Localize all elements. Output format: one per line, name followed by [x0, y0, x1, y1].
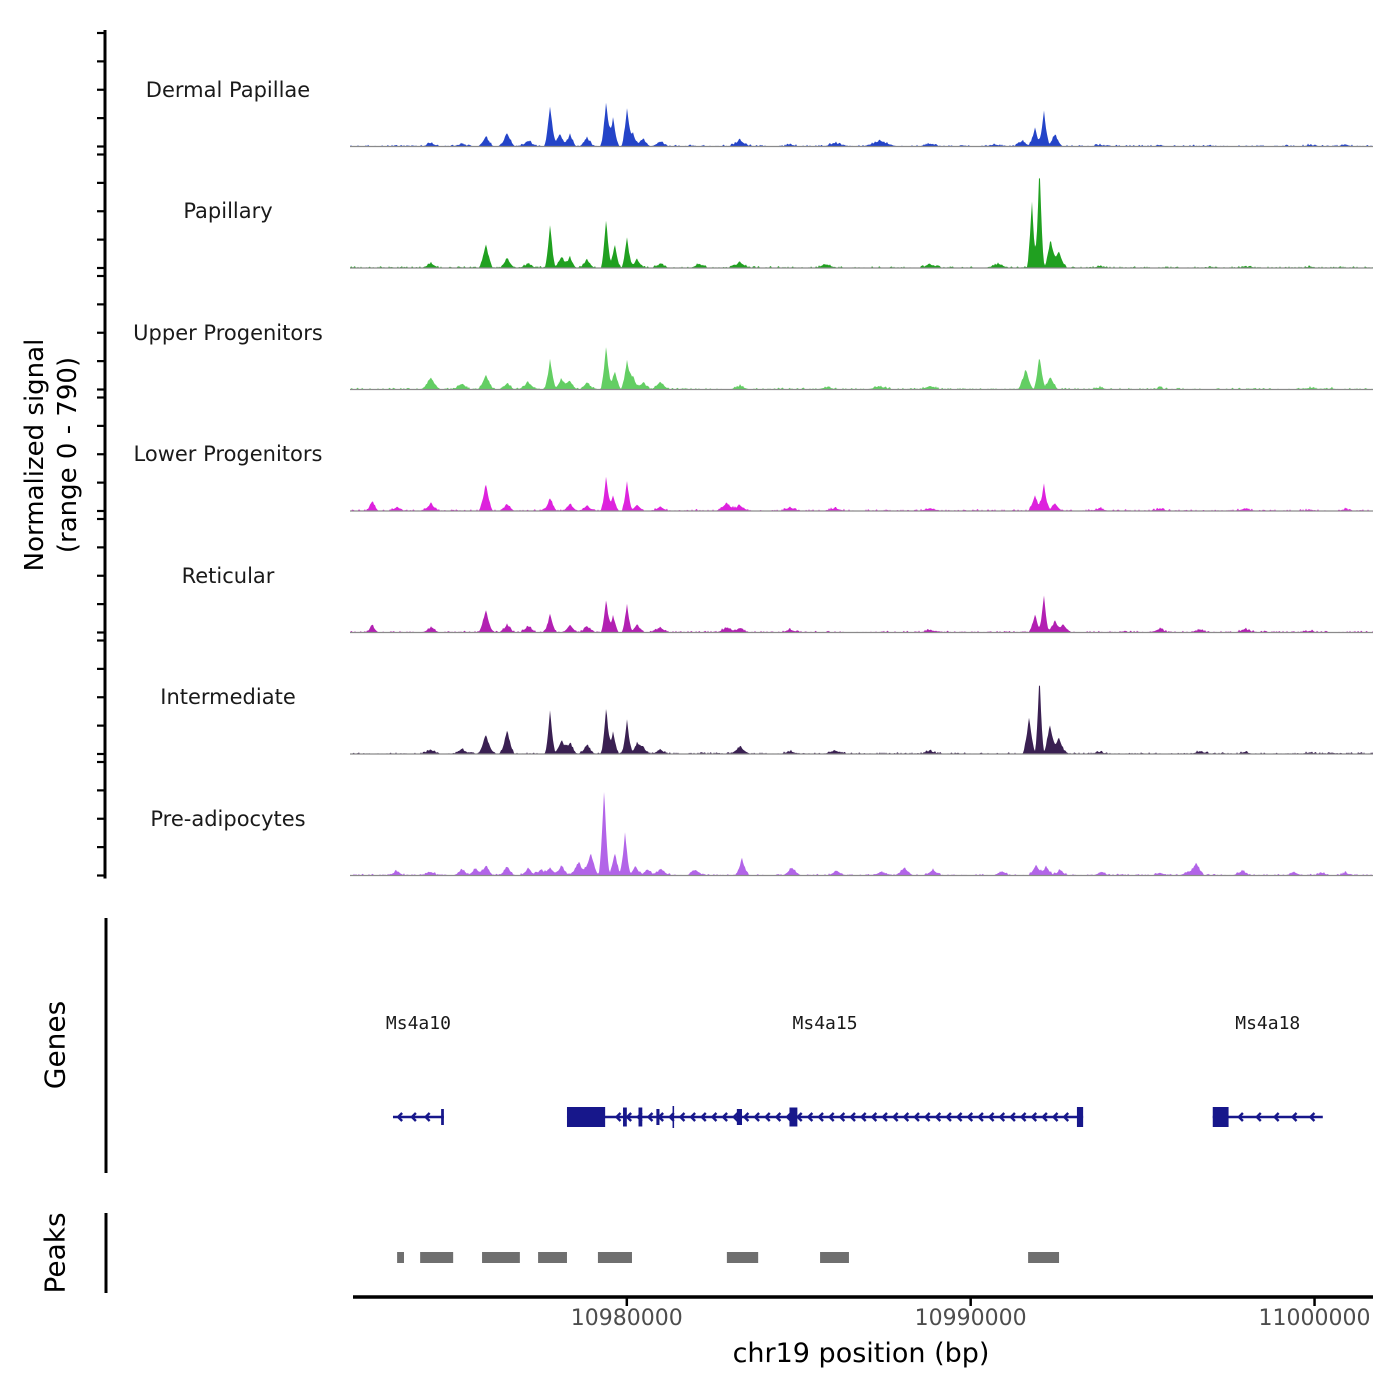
gene-exon	[1077, 1107, 1083, 1127]
gene-label-ms4a15: Ms4a15	[792, 1013, 858, 1034]
track-label-pre-adipocytes: Pre-adipocytes	[150, 806, 306, 831]
genes-section-label: Genes	[38, 1000, 72, 1090]
gene-model-ms4a10	[393, 1109, 444, 1125]
gene-models-layer	[393, 1106, 1323, 1128]
peak-interval	[482, 1252, 520, 1263]
y-axis-label-line1: Normalized signal	[20, 338, 50, 572]
track-label-dermal-papillae: Dermal Papillae	[145, 77, 311, 102]
gene-exon	[737, 1109, 742, 1125]
signal-area-2	[350, 347, 1373, 389]
signal-tracks-layer	[350, 103, 1373, 876]
peaks-layer	[397, 1252, 1059, 1263]
gene-exon	[656, 1109, 659, 1125]
y-axis-label	[19, 339, 85, 572]
signal-area-3	[350, 477, 1373, 511]
peak-interval	[420, 1252, 453, 1263]
x-tick-label-10980000: 10980000	[570, 1306, 683, 1331]
peak-interval	[538, 1252, 567, 1263]
gene-exon	[1213, 1107, 1229, 1127]
track-label-upper-progenitors: Upper Progenitors	[133, 320, 323, 345]
gene-exon	[623, 1108, 627, 1127]
gene-exon	[673, 1106, 675, 1128]
gene-exon	[639, 1108, 643, 1127]
gene-exon	[441, 1109, 444, 1125]
gene-exon	[789, 1108, 797, 1127]
peak-interval	[598, 1252, 632, 1263]
signal-area-4	[350, 596, 1373, 633]
x-axis-title: chr19 position (bp)	[732, 1338, 990, 1369]
peak-interval	[727, 1252, 758, 1263]
peak-interval	[820, 1252, 849, 1263]
signal-area-6	[350, 792, 1373, 876]
peak-interval	[1028, 1252, 1059, 1263]
peaks-section-label: Peaks	[38, 1212, 72, 1294]
gene-label-ms4a10: Ms4a10	[385, 1013, 451, 1034]
gene-model-ms4a15	[567, 1106, 1083, 1128]
gene-label-ms4a18: Ms4a18	[1235, 1013, 1301, 1034]
signal-area-5	[350, 685, 1373, 754]
y-axis-label-line2: (range 0 - 790)	[53, 356, 83, 554]
peak-interval	[397, 1252, 404, 1263]
x-tick-label-11000000: 11000000	[1258, 1306, 1371, 1331]
gene-exon	[567, 1107, 605, 1127]
track-label-intermediate: Intermediate	[160, 685, 296, 709]
track-label-papillary: Papillary	[183, 199, 273, 223]
x-tick-label-10990000: 10990000	[914, 1306, 1027, 1331]
signal-area-0	[350, 103, 1373, 147]
track-label-lower-progenitors: Lower Progenitors	[133, 442, 323, 466]
track-label-reticular: Reticular	[181, 563, 275, 588]
gene-model-ms4a18	[1213, 1107, 1323, 1127]
signal-area-1	[350, 178, 1373, 268]
gene-labels-layer	[386, 1013, 1300, 1034]
